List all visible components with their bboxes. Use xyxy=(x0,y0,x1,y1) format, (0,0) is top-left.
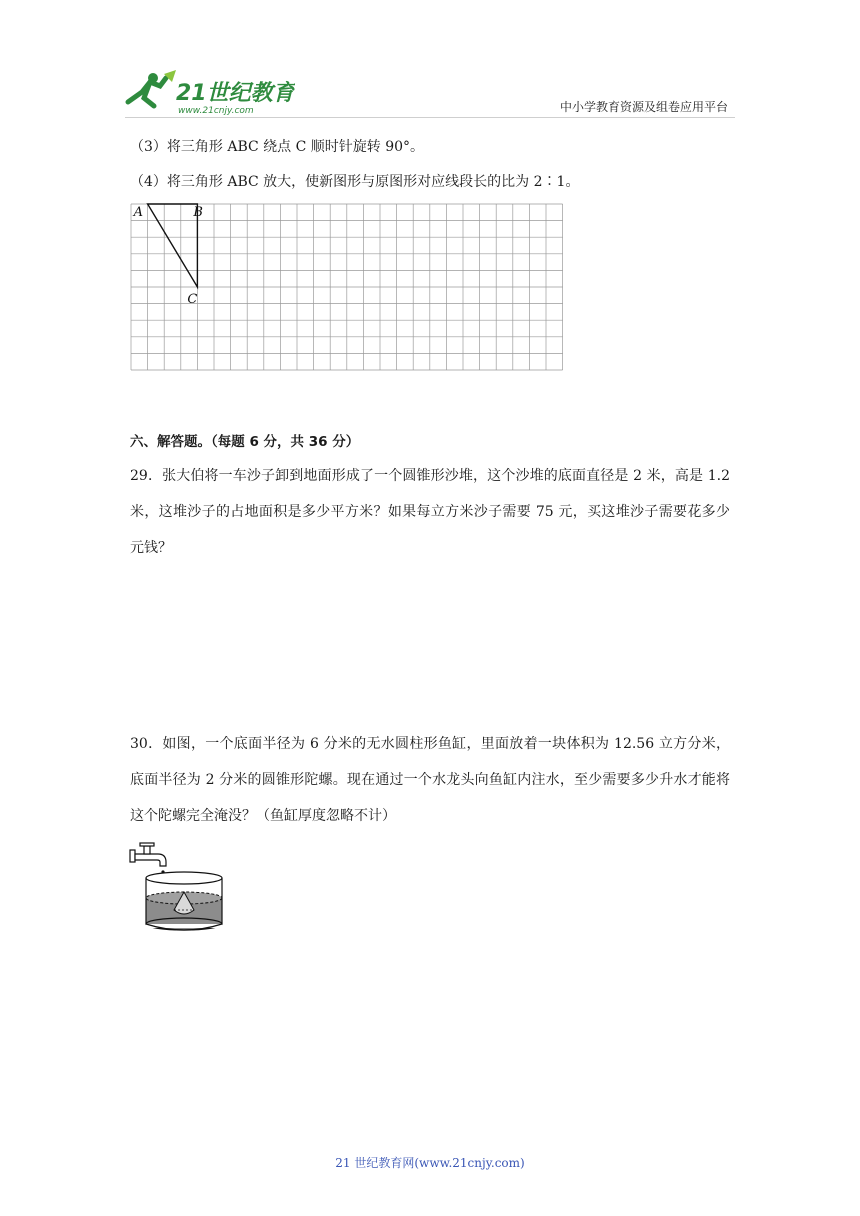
item-4-text: （4）将三角形 ABC 放大，使新图形与原图形对应线段长的比为 2∶1。 xyxy=(130,174,580,190)
faucet-icon xyxy=(130,843,166,874)
logo-url: www.21cnjy.com xyxy=(178,106,254,116)
header-platform-text: 中小学教育资源及组卷应用平台 xyxy=(559,100,728,114)
vertex-label-b: B xyxy=(193,205,203,220)
square-grid xyxy=(130,203,564,371)
question-30-text: 30．如图，一个底面半径为 6 分米的无水圆柱形鱼缸，里面放着一块体积为 12.56 立方分米，底面半径为 2 分米的圆锥形陀螺。现在通过一个水龙头向鱼缸内注水，至少需要多少升水才能将这个陀螺完全淹没？（鱼缸厚度忽略不计） xyxy=(130,736,730,824)
fish-tank-illustration xyxy=(128,838,228,934)
footer-text: 21 世纪教育网(www.21cnjy.com) xyxy=(335,1156,525,1170)
site-logo xyxy=(120,68,295,118)
header-divider xyxy=(125,117,735,118)
vertex-label-c: C xyxy=(187,292,198,307)
grid-lines xyxy=(131,204,563,370)
section-six-title: 六、解答题。（每题 6 分，共 36 分） xyxy=(130,434,360,450)
item-3-text: （3）将三角形 ABC 绕点 C 顺时针旋转 90°。 xyxy=(130,139,425,155)
tank-icon xyxy=(146,872,222,930)
fish-tank-figure xyxy=(128,838,228,938)
triangle-abc xyxy=(148,204,198,287)
logo-text: 21世纪教育 xyxy=(176,81,295,106)
question-29-text: 29．张大伯将一车沙子卸到地面形成了一个圆锥形沙堆，这个沙堆的底面直径是 2 米，高是 1.2 米，这堆沙子的占地面积是多少平方米？如果每立方米沙子需要 75 元，买这堆沙子需要花多少元钱？ xyxy=(130,468,730,556)
runner-logo-icon xyxy=(120,68,295,118)
grid-figure xyxy=(130,203,564,375)
vertex-label-a: A xyxy=(133,205,143,220)
